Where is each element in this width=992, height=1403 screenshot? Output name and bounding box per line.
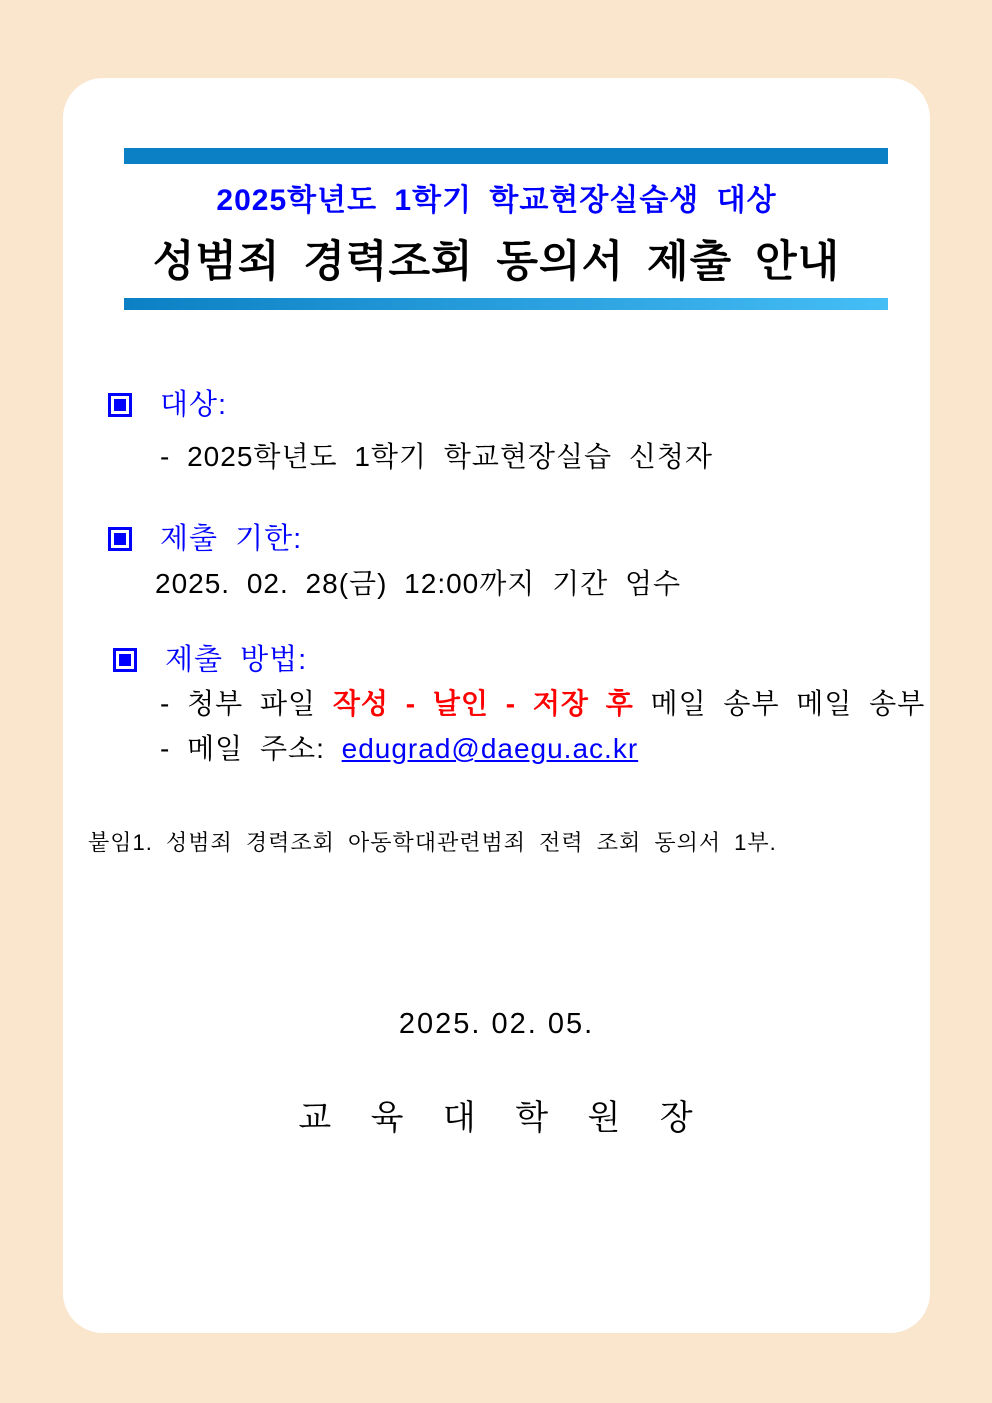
- square-bullet-fill: [119, 654, 131, 666]
- square-bullet-fill: [114, 399, 126, 411]
- method-steps-prefix: - 청부 파일: [160, 688, 333, 719]
- section-deadline-heading-label: 제출 기한:: [160, 523, 303, 555]
- section-deadline-heading: [63, 522, 930, 556]
- page-title: 성범죄 경력조회 동의서 제출 안내: [152, 238, 841, 286]
- attachment-note: 붙임1. 성범죄 경력조회 아동학대관련범죄 전력 조회 동의서 1부.: [88, 830, 777, 855]
- header-gradient-bar: [124, 298, 888, 310]
- email-link[interactable]: edugrad@daegu.ac.kr: [341, 733, 639, 764]
- deadline-detail-line: 2025. 02. 28(금) 12:00까지 기간 엄수: [155, 568, 682, 599]
- square-bullet-icon: [108, 393, 132, 417]
- section-target: [63, 388, 930, 474]
- method-steps-highlight: 작성 - 날인 - 저장 후: [332, 688, 634, 719]
- section-target-heading: [63, 388, 930, 422]
- section-method-heading: [63, 643, 930, 677]
- method-steps-suffix: 메일 송부 메일 송부: [633, 688, 926, 719]
- section-method: [63, 643, 930, 766]
- target-detail-line: - 2025학년도 1학기 학교현장실습 신청자: [160, 441, 713, 472]
- section-deadline: [63, 522, 930, 601]
- issue-date: 2025. 02. 05.: [398, 1008, 595, 1040]
- method-email-prefix: - 메일 주소:: [160, 733, 342, 764]
- section-method-heading-label: 제출 방법:: [165, 644, 308, 676]
- header-top-bar: [124, 148, 888, 164]
- square-bullet-icon: [113, 648, 137, 672]
- method-email-line: [63, 732, 930, 766]
- method-steps-line: [63, 687, 930, 721]
- header-subtitle: 2025학년도 1학기 학교현장실습생 대상: [216, 184, 777, 217]
- notice-card: [63, 78, 930, 1333]
- square-bullet-icon: [108, 527, 132, 551]
- issuer-signature: 교 육 대 학 원 장: [298, 1099, 695, 1137]
- square-bullet-fill: [114, 533, 126, 545]
- section-target-heading-label: 대상:: [160, 389, 228, 421]
